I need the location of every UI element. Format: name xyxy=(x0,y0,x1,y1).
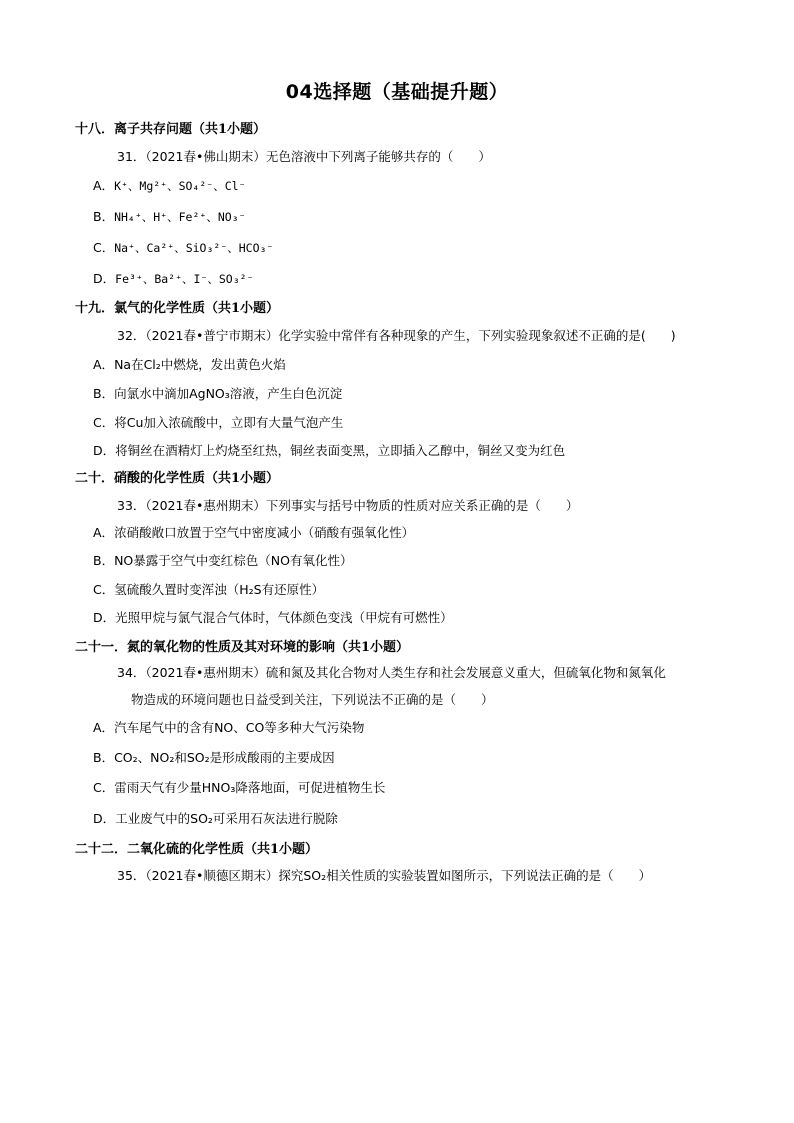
option-33-b xyxy=(93,551,352,569)
option-letter: D． xyxy=(93,443,116,458)
option-33-c xyxy=(93,580,324,598)
question-source: （2021春•惠州期末） xyxy=(145,665,266,680)
page-title: 04选择题（基础提升题） xyxy=(285,81,509,103)
option-letter: C． xyxy=(93,780,115,795)
option-text: Fe³⁺、Ba²⁺、I⁻、SO₃²⁻ xyxy=(115,272,254,286)
question-number: 34． xyxy=(117,665,146,680)
option-text: 雷雨天气有少量HNO₃降落地面，可促进植物生长 xyxy=(114,780,386,795)
option-text: 氢硫酸久置时变浑浊（H₂S有还原性） xyxy=(114,582,325,597)
question-text: 下列事实与括号中物质的性质对应关系正确的是（ ） xyxy=(265,498,579,513)
option-34-c xyxy=(93,778,385,796)
question-34-continuation: 物造成的环境问题也日益受到关注，下列说法不正确的是（ ） xyxy=(131,692,494,707)
question-source: （2021春•普宁市期末） xyxy=(145,328,279,343)
option-text: 浓硝酸敞口放置于空气中密度减小（硝酸有强氧化性） xyxy=(114,525,415,540)
option-text: K⁺、Mg²⁺、SO₄²⁻、Cl⁻ xyxy=(114,179,246,193)
option-letter: A． xyxy=(93,178,115,193)
option-text: CO₂、NO₂和SO₂是形成酸雨的主要成因 xyxy=(114,750,335,765)
option-text: 工业废气中的SO₂可采用石灰法进行脱除 xyxy=(115,811,338,826)
option-text: 将Cu加入浓硫酸中，立即有大量气泡产生 xyxy=(114,415,344,430)
option-31-b xyxy=(93,207,246,225)
section-heading-18: 十八．离子共存问题（共1小题） xyxy=(75,122,267,137)
option-letter: C． xyxy=(93,240,115,255)
section-heading-22: 二十二．二氧化硫的化学性质（共1小题） xyxy=(75,842,319,857)
section-heading-20: 二十．硝酸的化学性质（共1小题） xyxy=(75,471,280,486)
question-35 xyxy=(117,866,651,884)
option-letter: B． xyxy=(93,750,115,765)
question-text: 化学实验中常伴有各种现象的产生，下列实验现象叙述不正确的是( ) xyxy=(278,328,676,343)
question-text: 探究SO₂相关性质的实验装置如图所示，下列说法正确的是（ ） xyxy=(278,868,652,883)
question-number: 35． xyxy=(117,868,146,883)
question-33 xyxy=(117,496,578,514)
option-32-d xyxy=(93,441,565,459)
option-text: NO暴露于空气中变红棕色（NO有氧化性） xyxy=(114,553,353,568)
option-letter: A． xyxy=(93,720,115,735)
option-letter: A． xyxy=(93,525,115,540)
question-34 xyxy=(117,663,666,681)
option-letter: B． xyxy=(93,553,115,568)
option-34-a xyxy=(93,718,364,736)
option-31-d xyxy=(93,269,254,287)
option-32-c xyxy=(93,413,343,431)
question-text: 硫和氮及其化合物对人类生存和社会发展意义重大，但硫氧化物和氮氧化 xyxy=(265,665,666,680)
option-34-d xyxy=(93,809,338,827)
question-source: （2021春•佛山期末） xyxy=(145,149,266,164)
question-31 xyxy=(117,147,491,165)
option-34-b xyxy=(93,748,335,766)
option-letter: D． xyxy=(93,610,116,625)
option-31-c xyxy=(93,238,273,256)
option-32-b xyxy=(93,384,342,402)
option-letter: D． xyxy=(93,811,116,826)
option-text: 汽车尾气中的含有NO、CO等多种大气污染物 xyxy=(114,720,365,735)
option-31-a xyxy=(93,176,246,194)
question-source: （2021春•顺德区期末） xyxy=(145,868,279,883)
section-heading-19: 十九．氯气的化学性质（共1小题） xyxy=(75,301,280,316)
option-33-d xyxy=(93,608,453,626)
option-letter: D． xyxy=(93,271,116,286)
option-text: NH₄⁺、H⁺、Fe²⁺、NO₃⁻ xyxy=(114,210,246,224)
option-text: Na在Cl₂中燃烧，发出黄色火焰 xyxy=(114,357,286,372)
option-32-a xyxy=(93,355,286,373)
question-32 xyxy=(117,326,676,344)
option-letter: C． xyxy=(93,582,115,597)
option-letter: A． xyxy=(93,357,115,372)
option-text: 向氯水中滴加AgNO₃溶液，产生白色沉淀 xyxy=(114,386,343,401)
question-number: 33． xyxy=(117,498,146,513)
option-33-a xyxy=(93,523,414,541)
option-letter: B． xyxy=(93,386,115,401)
question-number: 31． xyxy=(117,149,146,164)
option-text: Na⁺、Ca²⁺、SiO₃²⁻、HCO₃⁻ xyxy=(114,241,274,255)
option-letter: C． xyxy=(93,415,115,430)
option-text: 将铜丝在酒精灯上灼烧至红热，铜丝表面变黑，立即插入乙醇中，铜丝又变为红色 xyxy=(115,443,566,458)
question-source: （2021春•惠州期末） xyxy=(145,498,266,513)
option-text: 光照甲烷与氯气混合气体时，气体颜色变浅（甲烷有可燃性） xyxy=(115,610,453,625)
option-letter: B． xyxy=(93,209,115,224)
question-text: 无色溶液中下列离子能够共存的（ ） xyxy=(265,149,491,164)
section-heading-21: 二十一．氮的氧化物的性质及其对环境的影响（共1小题） xyxy=(75,640,410,655)
question-number: 32． xyxy=(117,328,146,343)
